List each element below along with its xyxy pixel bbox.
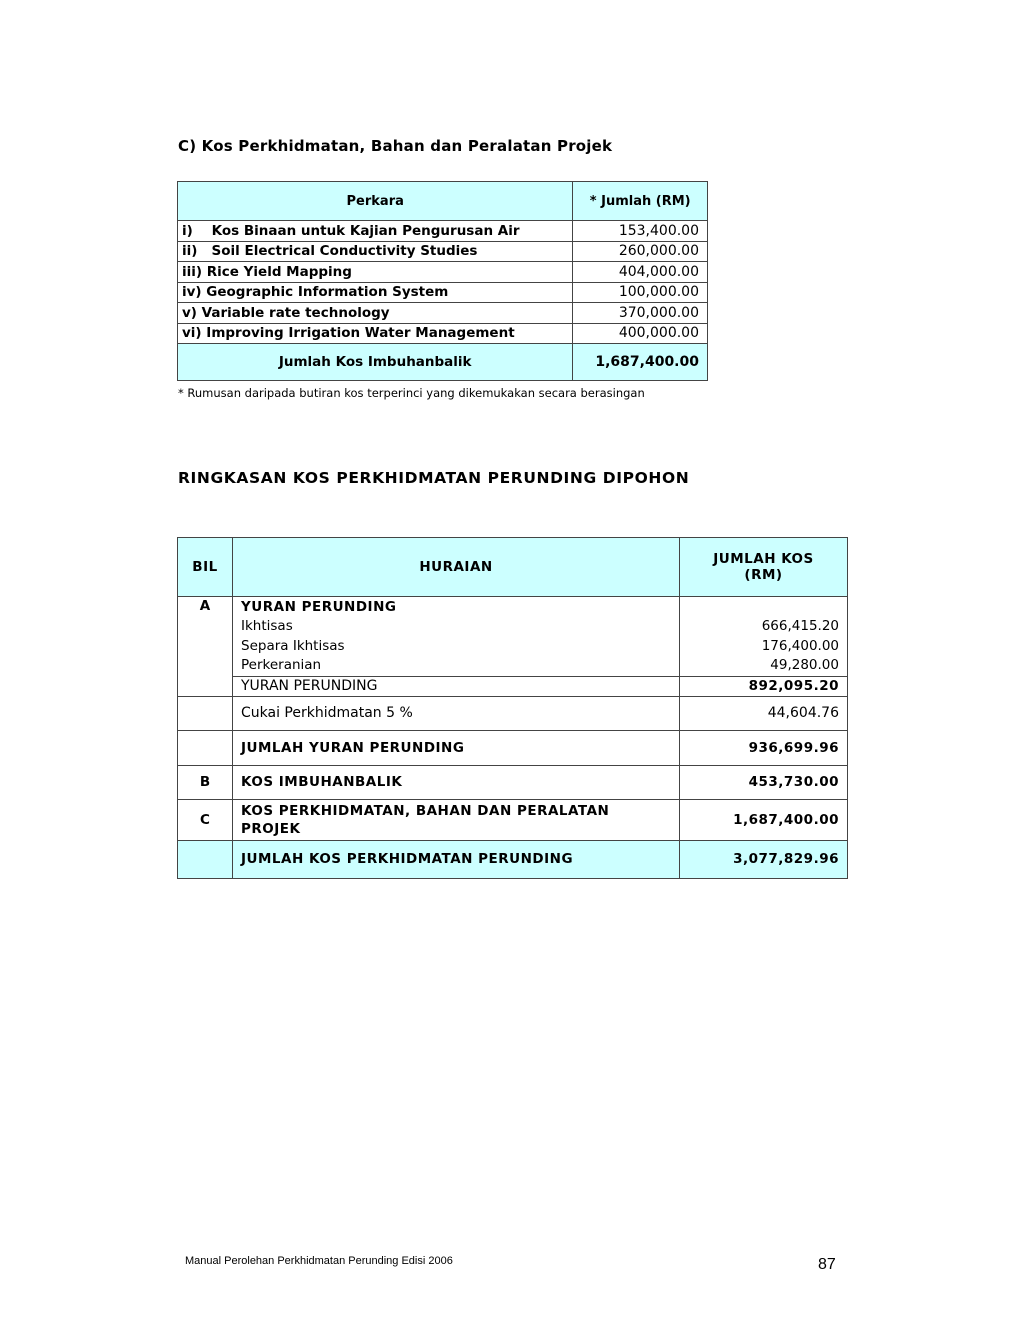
table-row: [178, 241, 708, 262]
row-fee-total: [178, 730, 848, 765]
row-item: iii) Rice Yield Mapping: [178, 262, 573, 283]
section-c-title: C) Kos Perkhidmatan, Bahan dan Peralatan Projek: [178, 137, 613, 155]
item-amount: 49,280.00: [770, 657, 839, 673]
total-amount: 1,687,400.00: [573, 344, 708, 381]
project-cost-table: [177, 181, 708, 381]
item-label: Ikhtisas: [241, 618, 293, 634]
bil-empty: [178, 840, 233, 878]
row-amount: 400,000.00: [573, 323, 708, 344]
footnote: * Rumusan daripada butiran kos terperinci yang dikemukakan secara berasingan: [178, 386, 645, 400]
header-bil: BIL: [178, 538, 233, 597]
fee-total-label: JUMLAH YURAN PERUNDING: [233, 730, 680, 765]
table-row: [178, 282, 708, 303]
row-amount: 100,000.00: [573, 282, 708, 303]
item-amount: 666,415.20: [761, 618, 839, 634]
header-jumlah-line1: JUMLAH KOS: [713, 551, 814, 567]
row-amount: 260,000.00: [573, 241, 708, 262]
page-number: 87: [818, 1256, 836, 1273]
row-item: vi) Improving Irrigation Water Management: [178, 323, 573, 344]
row-a-subtotal: [178, 676, 848, 696]
tax-amount: 44,604.76: [680, 696, 848, 730]
tax-label: Cukai Perkhidmatan 5 %: [233, 696, 680, 730]
summary-title: RINGKASAN KOS PERKHIDMATAN PERUNDING DIPOHON: [178, 469, 690, 487]
yuran-amounts: [680, 597, 848, 677]
row-grand-total: [178, 840, 848, 878]
item-label: Perkeranian: [241, 657, 322, 673]
row-a: [178, 597, 848, 677]
bil-b: B: [178, 765, 233, 799]
row-item: v) Variable rate technology: [178, 303, 573, 324]
c-label: KOS PERKHIDMATAN, BAHAN DAN PERALATAN PROJEK: [233, 799, 680, 840]
subtotal-label: YURAN PERUNDING: [233, 676, 680, 696]
row-amount: 404,000.00: [573, 262, 708, 283]
row-item: ii) Soil Electrical Conductivity Studies: [178, 241, 573, 262]
summary-header-row: [178, 538, 848, 597]
row-amount: 370,000.00: [573, 303, 708, 324]
subtotal-amount: 892,095.20: [680, 676, 848, 696]
bil-c: C: [178, 799, 233, 840]
bil-empty: [178, 696, 233, 730]
table-row: [178, 262, 708, 283]
row-b: [178, 765, 848, 799]
header-jumlah-kos: [680, 538, 848, 597]
table-header-row: [178, 182, 708, 221]
footer-text: Manual Perolehan Perkhidmatan Perunding Edisi 2006: [185, 1255, 453, 1267]
bil-a: A: [178, 597, 233, 697]
yuran-title: YURAN PERUNDING: [241, 599, 397, 615]
yuran-block: [233, 597, 680, 677]
grand-total-label: JUMLAH KOS PERKHIDMATAN PERUNDING: [233, 840, 680, 878]
item-label: Separa Ikhtisas: [241, 637, 345, 654]
b-amount: 453,730.00: [680, 765, 848, 799]
c-amount: 1,687,400.00: [680, 799, 848, 840]
row-tax: [178, 696, 848, 730]
table-row: [178, 303, 708, 324]
bil-empty: [178, 730, 233, 765]
row-amount: 153,400.00: [573, 221, 708, 242]
row-item: i) Kos Binaan untuk Kajian Pengurusan Air: [178, 221, 573, 242]
header-amount: * Jumlah (RM): [573, 182, 708, 221]
row-item: iv) Geographic Information System: [178, 282, 573, 303]
b-label: KOS IMBUHANBALIK: [233, 765, 680, 799]
row-c: [178, 799, 848, 840]
total-row: [178, 344, 708, 381]
summary-table: [177, 537, 848, 879]
table-row: [178, 221, 708, 242]
total-label: Jumlah Kos Imbuhanbalik: [178, 344, 573, 381]
header-item: Perkara: [178, 182, 573, 221]
item-amount: 176,400.00: [761, 637, 839, 654]
header-jumlah-line2: (RM): [744, 567, 783, 583]
grand-total-amount: 3,077,829.96: [680, 840, 848, 878]
table-row: [178, 323, 708, 344]
fee-total-amount: 936,699.96: [680, 730, 848, 765]
header-huraian: HURAIAN: [233, 538, 680, 597]
